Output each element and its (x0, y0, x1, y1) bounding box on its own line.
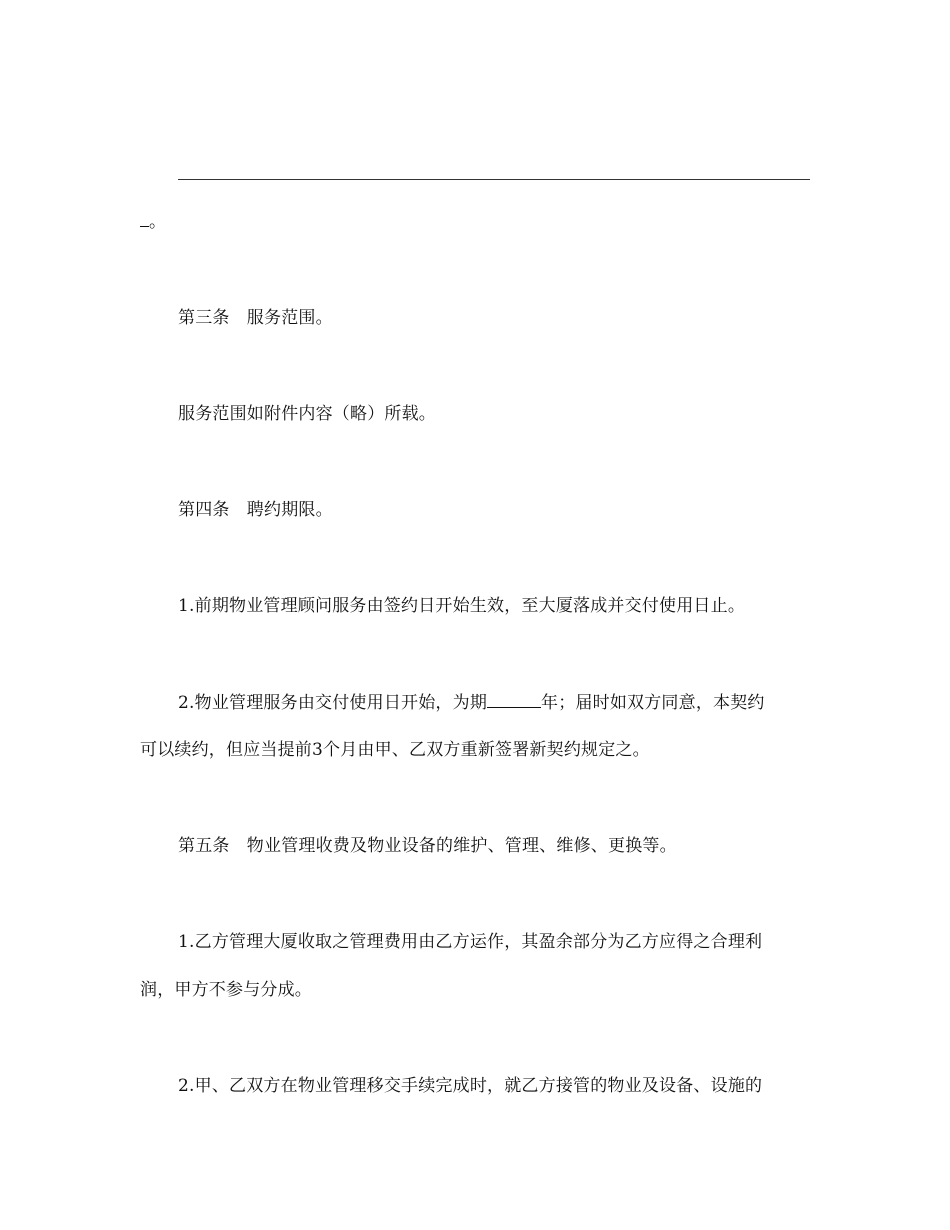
fill-in-rule (178, 179, 810, 180)
continuation-tail: 。 (149, 212, 167, 232)
term-years-blank (487, 691, 541, 708)
article-3-body: 服务范围如附件内容（略）所载。 (178, 404, 436, 424)
article-4-item-2-line-2: 可以续约，但应当提前3个月由甲、乙双方重新签署新契约规定之。 (140, 740, 650, 760)
underscore-mark (140, 212, 149, 227)
article-4-item-2-line-1 (178, 691, 765, 714)
article-4-item-1: 1.前期物业管理顾问服务由签约日开始生效，至大厦落成并交付使用日止。 (178, 596, 746, 616)
article-3-heading: 第三条 服务范围。 (178, 308, 333, 328)
article-5-item-1-line-2: 润，甲方不参与分成。 (140, 980, 312, 1000)
article-5-heading: 第五条 物业管理收费及物业设备的维护、管理、维修、更换等。 (178, 836, 677, 856)
article-4-heading: 第四条 聘约期限。 (178, 500, 333, 520)
article-5-item-2-line-1: 2.甲、乙双方在物业管理移交手续完成时，就乙方接管的物业及设备、设施的 (178, 1076, 763, 1096)
article-4-item-2-after-blank: 年；届时如双方同意，本契约 (541, 693, 765, 713)
article-4-item-2-before-blank: 2.物业管理服务由交付使用日开始，为期 (178, 693, 488, 713)
continuation-line (140, 211, 166, 233)
article-5-item-1-line-1: 1.乙方管理大厦收取之管理费用由乙方运作，其盈余部分为乙方应得之合理利 (178, 932, 763, 952)
